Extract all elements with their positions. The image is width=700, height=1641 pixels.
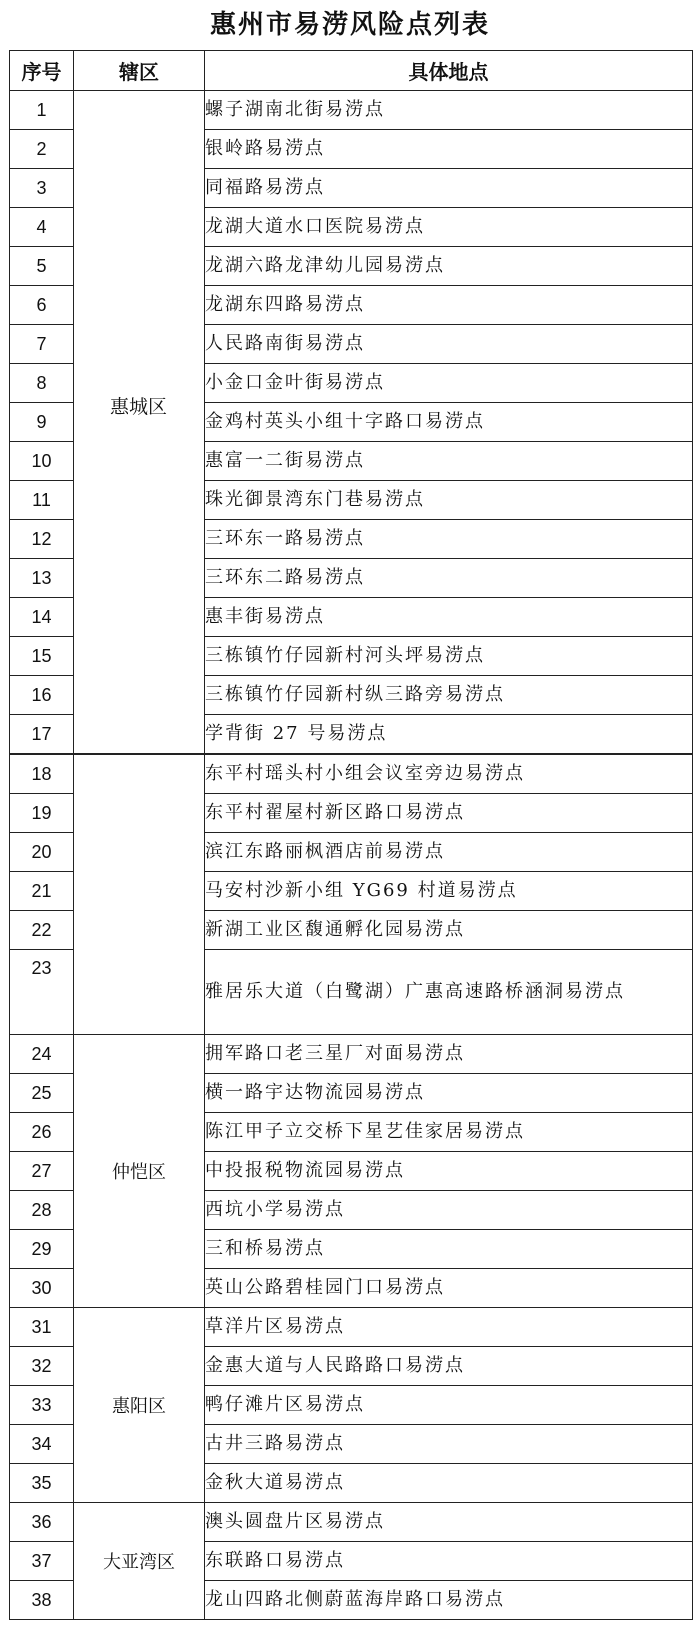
location-cell: 惠丰街易涝点 (205, 598, 693, 637)
location-cell: 三环东一路易涝点 (205, 520, 693, 559)
location-cell: 三和桥易涝点 (205, 1230, 693, 1269)
location-cell: 西坑小学易涝点 (205, 1191, 693, 1230)
row-number: 8 (10, 364, 74, 403)
row-number: 6 (10, 286, 74, 325)
row-number: 29 (10, 1230, 74, 1269)
row-number: 23 (10, 950, 74, 1035)
row-number: 11 (10, 481, 74, 520)
row-number: 18 (10, 754, 74, 794)
row-number: 33 (10, 1386, 74, 1425)
row-number: 26 (10, 1113, 74, 1152)
location-cell: 东平村翟屋村新区路口易涝点 (205, 794, 693, 833)
row-number: 3 (10, 169, 74, 208)
location-cell: 滨江东路丽枫酒店前易涝点 (205, 833, 693, 872)
table-row (10, 1035, 693, 1074)
row-number: 16 (10, 676, 74, 715)
location-cell: 拥军路口老三星厂对面易涝点 (205, 1035, 693, 1074)
row-number: 30 (10, 1269, 74, 1308)
district-cell-dayawan: 大亚湾区 (74, 1503, 205, 1620)
row-number: 25 (10, 1074, 74, 1113)
row-number: 32 (10, 1347, 74, 1386)
location-cell: 东平村瑶头村小组会议室旁边易涝点 (205, 754, 693, 794)
location-cell: 小金口金叶街易涝点 (205, 364, 693, 403)
location-cell: 龙湖大道水口医院易涝点 (205, 208, 693, 247)
location-cell: 东联路口易涝点 (205, 1542, 693, 1581)
table-header-row (10, 51, 693, 91)
row-number: 7 (10, 325, 74, 364)
row-number: 24 (10, 1035, 74, 1074)
row-number: 27 (10, 1152, 74, 1191)
district-cell-huiyang: 惠阳区 (74, 1308, 205, 1503)
location-cell: 金鸡村英头小组十字路口易涝点 (205, 403, 693, 442)
row-number: 38 (10, 1581, 74, 1620)
table-row (10, 1308, 693, 1347)
location-cell: 同福路易涝点 (205, 169, 693, 208)
location-cell: 龙山四路北侧蔚蓝海岸路口易涝点 (205, 1581, 693, 1620)
location-cell: 横一路宇达物流园易涝点 (205, 1074, 693, 1113)
row-number: 15 (10, 637, 74, 676)
location-cell: 英山公路碧桂园门口易涝点 (205, 1269, 693, 1308)
table-row (10, 1503, 693, 1542)
header-location: 具体地点 (205, 51, 693, 91)
location-cell: 澳头圆盘片区易涝点 (205, 1503, 693, 1542)
page-title: 惠州市易涝风险点列表 (209, 10, 490, 40)
row-number: 21 (10, 872, 74, 911)
location-cell: 三环东二路易涝点 (205, 559, 693, 598)
row-number: 35 (10, 1464, 74, 1503)
row-number: 9 (10, 403, 74, 442)
district-cell-zhongkai: 仲恺区 (74, 1035, 205, 1308)
location-cell: 龙湖六路龙津幼儿园易涝点 (205, 247, 693, 286)
location-cell: 金惠大道与人民路路口易涝点 (205, 1347, 693, 1386)
row-number: 31 (10, 1308, 74, 1347)
row-number: 28 (10, 1191, 74, 1230)
district-label-huicheng: 惠城区 (109, 396, 167, 418)
row-number: 17 (10, 715, 74, 755)
location-cell: 螺子湖南北街易涝点 (205, 91, 693, 130)
row-number: 13 (10, 559, 74, 598)
location-cell: 银岭路易涝点 (205, 130, 693, 169)
table-row (10, 754, 693, 794)
header-no: 序号 (10, 51, 74, 91)
row-number: 5 (10, 247, 74, 286)
location-cell: 马安村沙新小组 YG69 村道易涝点 (205, 872, 693, 911)
row-number: 37 (10, 1542, 74, 1581)
row-number: 34 (10, 1425, 74, 1464)
header-district: 辖区 (74, 51, 205, 91)
flood-risk-table (9, 50, 693, 1620)
district-cell-huicheng-a (74, 91, 205, 755)
row-number: 22 (10, 911, 74, 950)
district-cell-huicheng-b (74, 754, 205, 1035)
row-number: 4 (10, 208, 74, 247)
location-cell: 新湖工业区馥通孵化园易涝点 (205, 911, 693, 950)
location-cell: 三栋镇竹仔园新村纵三路旁易涝点 (205, 676, 693, 715)
location-cell: 鸭仔滩片区易涝点 (205, 1386, 693, 1425)
row-number: 1 (10, 91, 74, 130)
row-number: 19 (10, 794, 74, 833)
location-cell: 三栋镇竹仔园新村河头坪易涝点 (205, 637, 693, 676)
location-cell: 学背街 27 号易涝点 (205, 715, 693, 755)
row-number: 12 (10, 520, 74, 559)
location-cell: 陈江甲子立交桥下星艺佳家居易涝点 (205, 1113, 693, 1152)
row-number: 2 (10, 130, 74, 169)
location-cell: 金秋大道易涝点 (205, 1464, 693, 1503)
location-cell: 龙湖东四路易涝点 (205, 286, 693, 325)
location-cell: 中投报税物流园易涝点 (205, 1152, 693, 1191)
location-cell: 惠富一二街易涝点 (205, 442, 693, 481)
location-cell: 草洋片区易涝点 (205, 1308, 693, 1347)
location-cell: 人民路南街易涝点 (205, 325, 693, 364)
row-number: 36 (10, 1503, 74, 1542)
row-number: 10 (10, 442, 74, 481)
location-cell: 古井三路易涝点 (205, 1425, 693, 1464)
location-cell: 雅居乐大道（白鹭湖）广惠高速路桥涵洞易涝点 (205, 950, 693, 1035)
row-number: 20 (10, 833, 74, 872)
table-row (10, 91, 693, 130)
location-cell: 珠光御景湾东门巷易涝点 (205, 481, 693, 520)
row-number: 14 (10, 598, 74, 637)
